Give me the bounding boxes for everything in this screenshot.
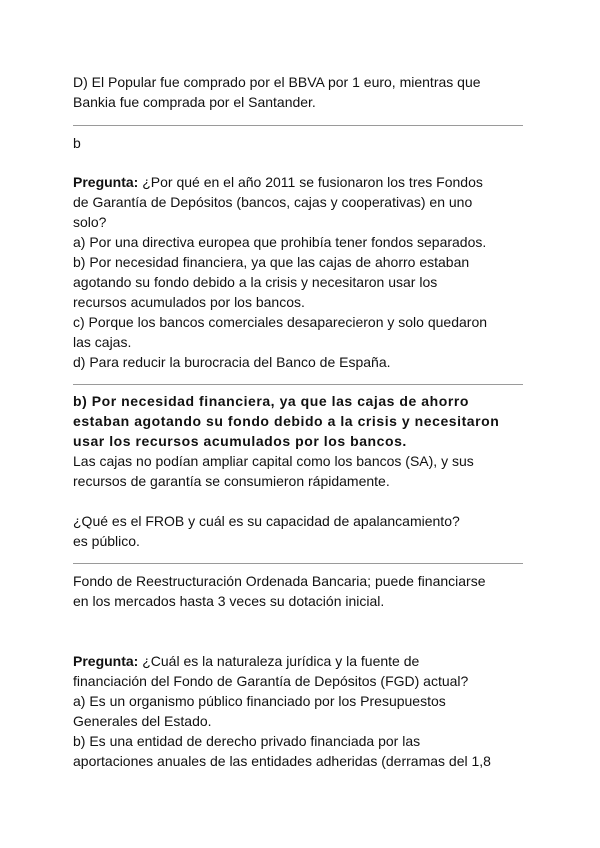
text-line: aportaciones anuales de las entidades adheridas (derramas del 1,8 <box>73 753 491 769</box>
divider <box>73 384 523 385</box>
previous-answer <box>73 133 533 153</box>
option-d: d) Para reducir la burocracia del Banco de España. <box>73 354 391 370</box>
question-fondos-garantia <box>73 172 533 372</box>
previous-question-option-d <box>73 72 533 112</box>
text-line: Bankia fue comprada por el Santander. <box>73 94 316 110</box>
text-line: de Garantía de Depósitos (bancos, cajas y cooperativas) en uno <box>73 194 473 210</box>
text-line: solo? <box>73 214 107 230</box>
option-b: b) Es una entidad de derecho privado financiada por las <box>73 733 421 749</box>
option-a: a) Por una directiva europea que prohibía tener fondos separados. <box>73 234 487 250</box>
answer-frob <box>73 571 533 611</box>
text-line: Fondo de Reestructuración Ordenada Bancaria; puede financiarse <box>73 573 486 589</box>
text-line: agotando su fondo debido a la crisis y necesitaron usar los <box>73 274 438 290</box>
question-label: Pregunta: <box>73 653 139 669</box>
note-text: es público. <box>73 533 140 549</box>
divider <box>73 125 523 126</box>
question-label: Pregunta: <box>73 174 139 190</box>
explanation-line: Las cajas no podían ampliar capital como los bancos (SA), y sus <box>73 453 474 469</box>
text-line: D) El Popular fue comprado por el BBVA por 1 euro, mientras que <box>73 74 481 90</box>
question-first-line <box>73 172 533 192</box>
question-text: ¿Cuál es la naturaleza jurídica y la fuente de <box>138 653 420 669</box>
answer-bold-line: usar los recursos acumulados por los bancos. <box>73 433 407 449</box>
question-fgd-naturaleza <box>73 651 533 771</box>
text-line: en los mercados hasta 3 veces su dotación inicial. <box>73 593 385 609</box>
divider <box>73 563 523 564</box>
question-text: ¿Qué es el FROB y cuál es su capacidad de apalancamiento? <box>73 513 460 529</box>
answer-text: b <box>73 135 81 151</box>
option-c: c) Porque los bancos comerciales desaparecieron y solo quedaron <box>73 314 488 330</box>
question-first-line <box>73 651 533 671</box>
text-line: Generales del Estado. <box>73 713 212 729</box>
option-a: a) Es un organismo público financiado por los Presupuestos <box>73 693 446 709</box>
text-line: financiación del Fondo de Garantía de Depósitos (FGD) actual? <box>73 673 469 689</box>
question-frob <box>73 511 533 551</box>
question-text: ¿Por qué en el año 2011 se fusionaron los tres Fondos <box>138 174 483 190</box>
answer-fondos-garantia <box>73 391 533 491</box>
text-line: recursos acumulados por los bancos. <box>73 294 305 310</box>
text-line: las cajas. <box>73 334 132 350</box>
explanation-line: recursos de garantía se consumieron rápidamente. <box>73 473 390 489</box>
option-b: b) Por necesidad financiera, ya que las cajas de ahorro estaban <box>73 254 470 270</box>
answer-bold-line: estaban agotando su fondo debido a la crisis y necesitaron <box>73 413 500 429</box>
answer-bold-line: b) Por necesidad financiera, ya que las cajas de ahorro <box>73 393 469 409</box>
